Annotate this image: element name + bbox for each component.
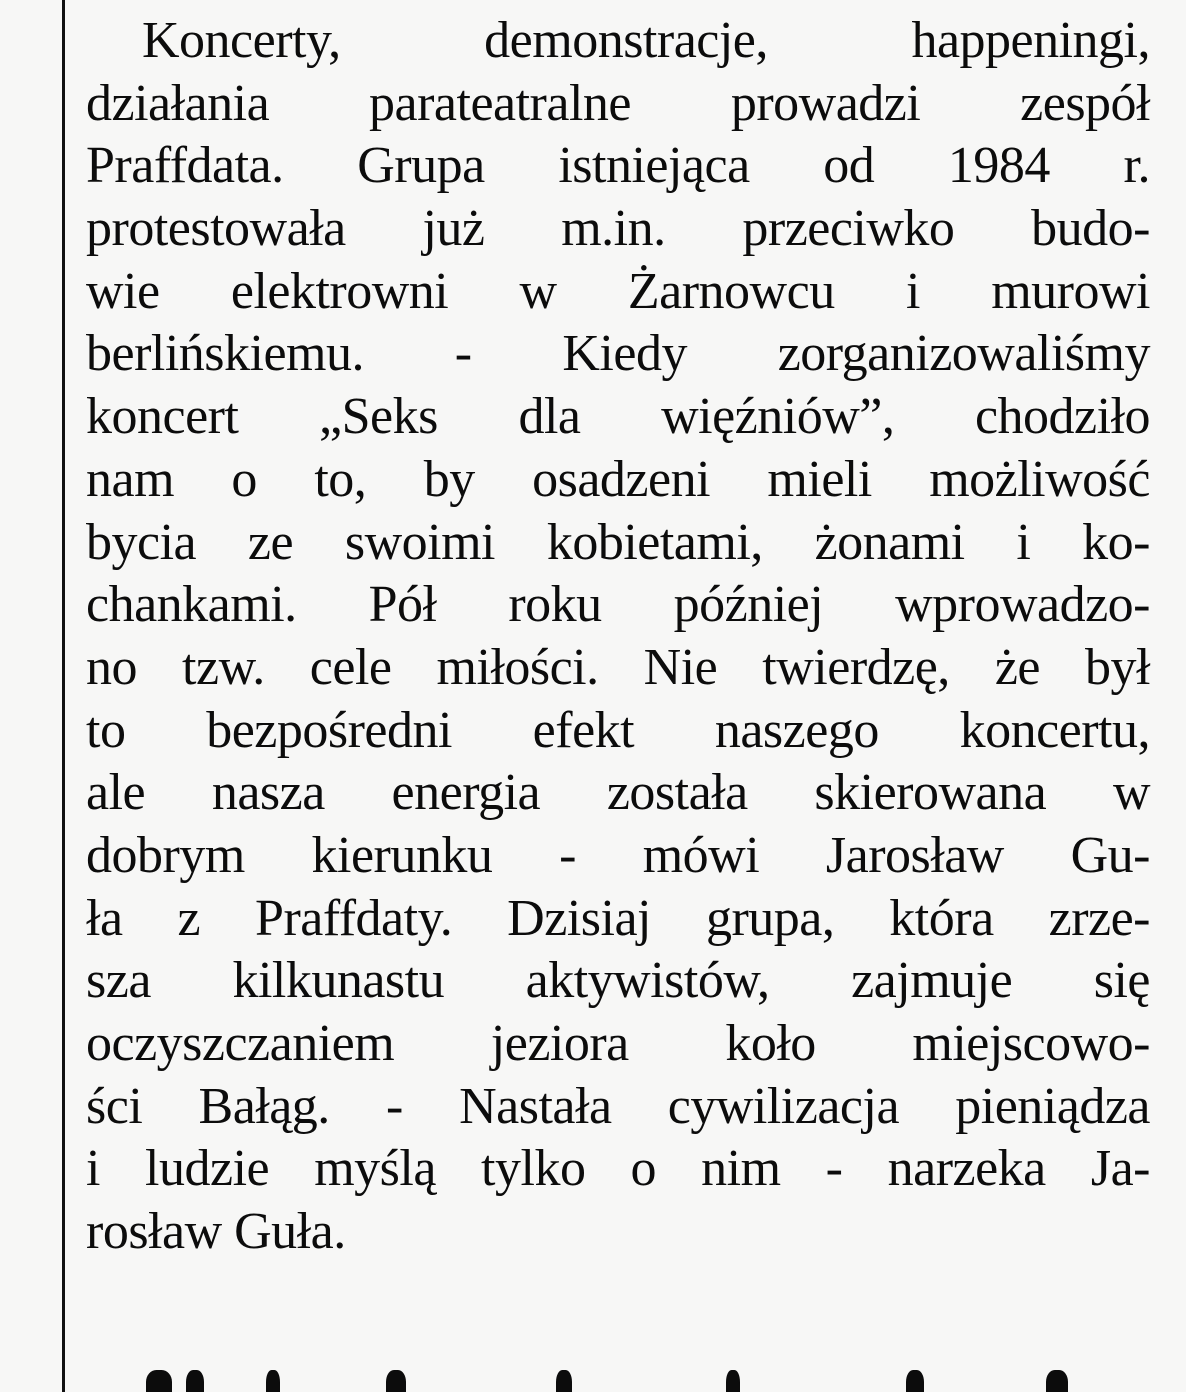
glyph-fragment — [186, 1370, 204, 1392]
column-divider-rule — [62, 0, 65, 1392]
scan-margin — [1186, 0, 1200, 1392]
article-line: nam o to, by osadzeni mieli możliwość — [86, 450, 1150, 508]
article-line: koncert „Seks dla więźniów”, chodziło — [86, 388, 1150, 446]
article-line: oczyszczaniem jeziora koło miejscowo- — [86, 1015, 1150, 1072]
article-line: no tzw. cele miłości. Nie twierdzę, że był — [86, 638, 1150, 696]
article-line: i ludzie myślą tylko o nim - narzeka Ja- — [86, 1140, 1150, 1198]
article-line: ści Bałąg. - Nastała cywilizacja pieniądza — [86, 1077, 1150, 1135]
glyph-fragment — [726, 1370, 740, 1392]
article-line: Koncerty, demonstracje, happeningi, — [142, 12, 1150, 69]
glyph-fragment — [266, 1370, 280, 1392]
article-line: to bezpośredni efekt naszego koncertu, — [86, 701, 1150, 759]
article-line: chankami. Pół roku później wprowadzo- — [86, 576, 1150, 634]
article-line: rosław Guła. — [86, 1203, 346, 1261]
glyph-fragment — [386, 1370, 406, 1392]
article-line: działania parateatralne prowadzi zespół — [86, 74, 1150, 132]
cropped-next-line — [86, 1370, 1150, 1392]
article-paragraph — [86, 10, 1150, 1264]
article-line: Praffdata. Grupa istniejąca od 1984 r. — [86, 137, 1150, 195]
article-line: protestowała już m.in. przeciwko budo- — [86, 200, 1150, 258]
article-line: ła z Praffdaty. Dzisiaj grupa, która zrze- — [86, 889, 1150, 947]
cropped-previous-line — [86, 0, 1150, 8]
article-line: sza kilkunastu aktywistów, zajmuje się — [86, 952, 1150, 1010]
glyph-fragment — [906, 1370, 924, 1392]
glyph-fragment — [556, 1370, 572, 1392]
article-line: bycia ze swoimi kobietami, żonami i ko- — [86, 513, 1150, 571]
glyph-fragment — [1046, 1370, 1068, 1392]
article-line: dobrym kierunku - mówi Jarosław Gu- — [86, 826, 1150, 884]
article-line: berlińskiemu. - Kiedy zorganizowaliśmy — [86, 325, 1150, 383]
article-line: ale nasza energia została skierowana w — [86, 764, 1150, 822]
glyph-fragment — [146, 1370, 172, 1392]
article-line: wie elektrowni w Żarnowcu i murowi — [86, 262, 1150, 320]
